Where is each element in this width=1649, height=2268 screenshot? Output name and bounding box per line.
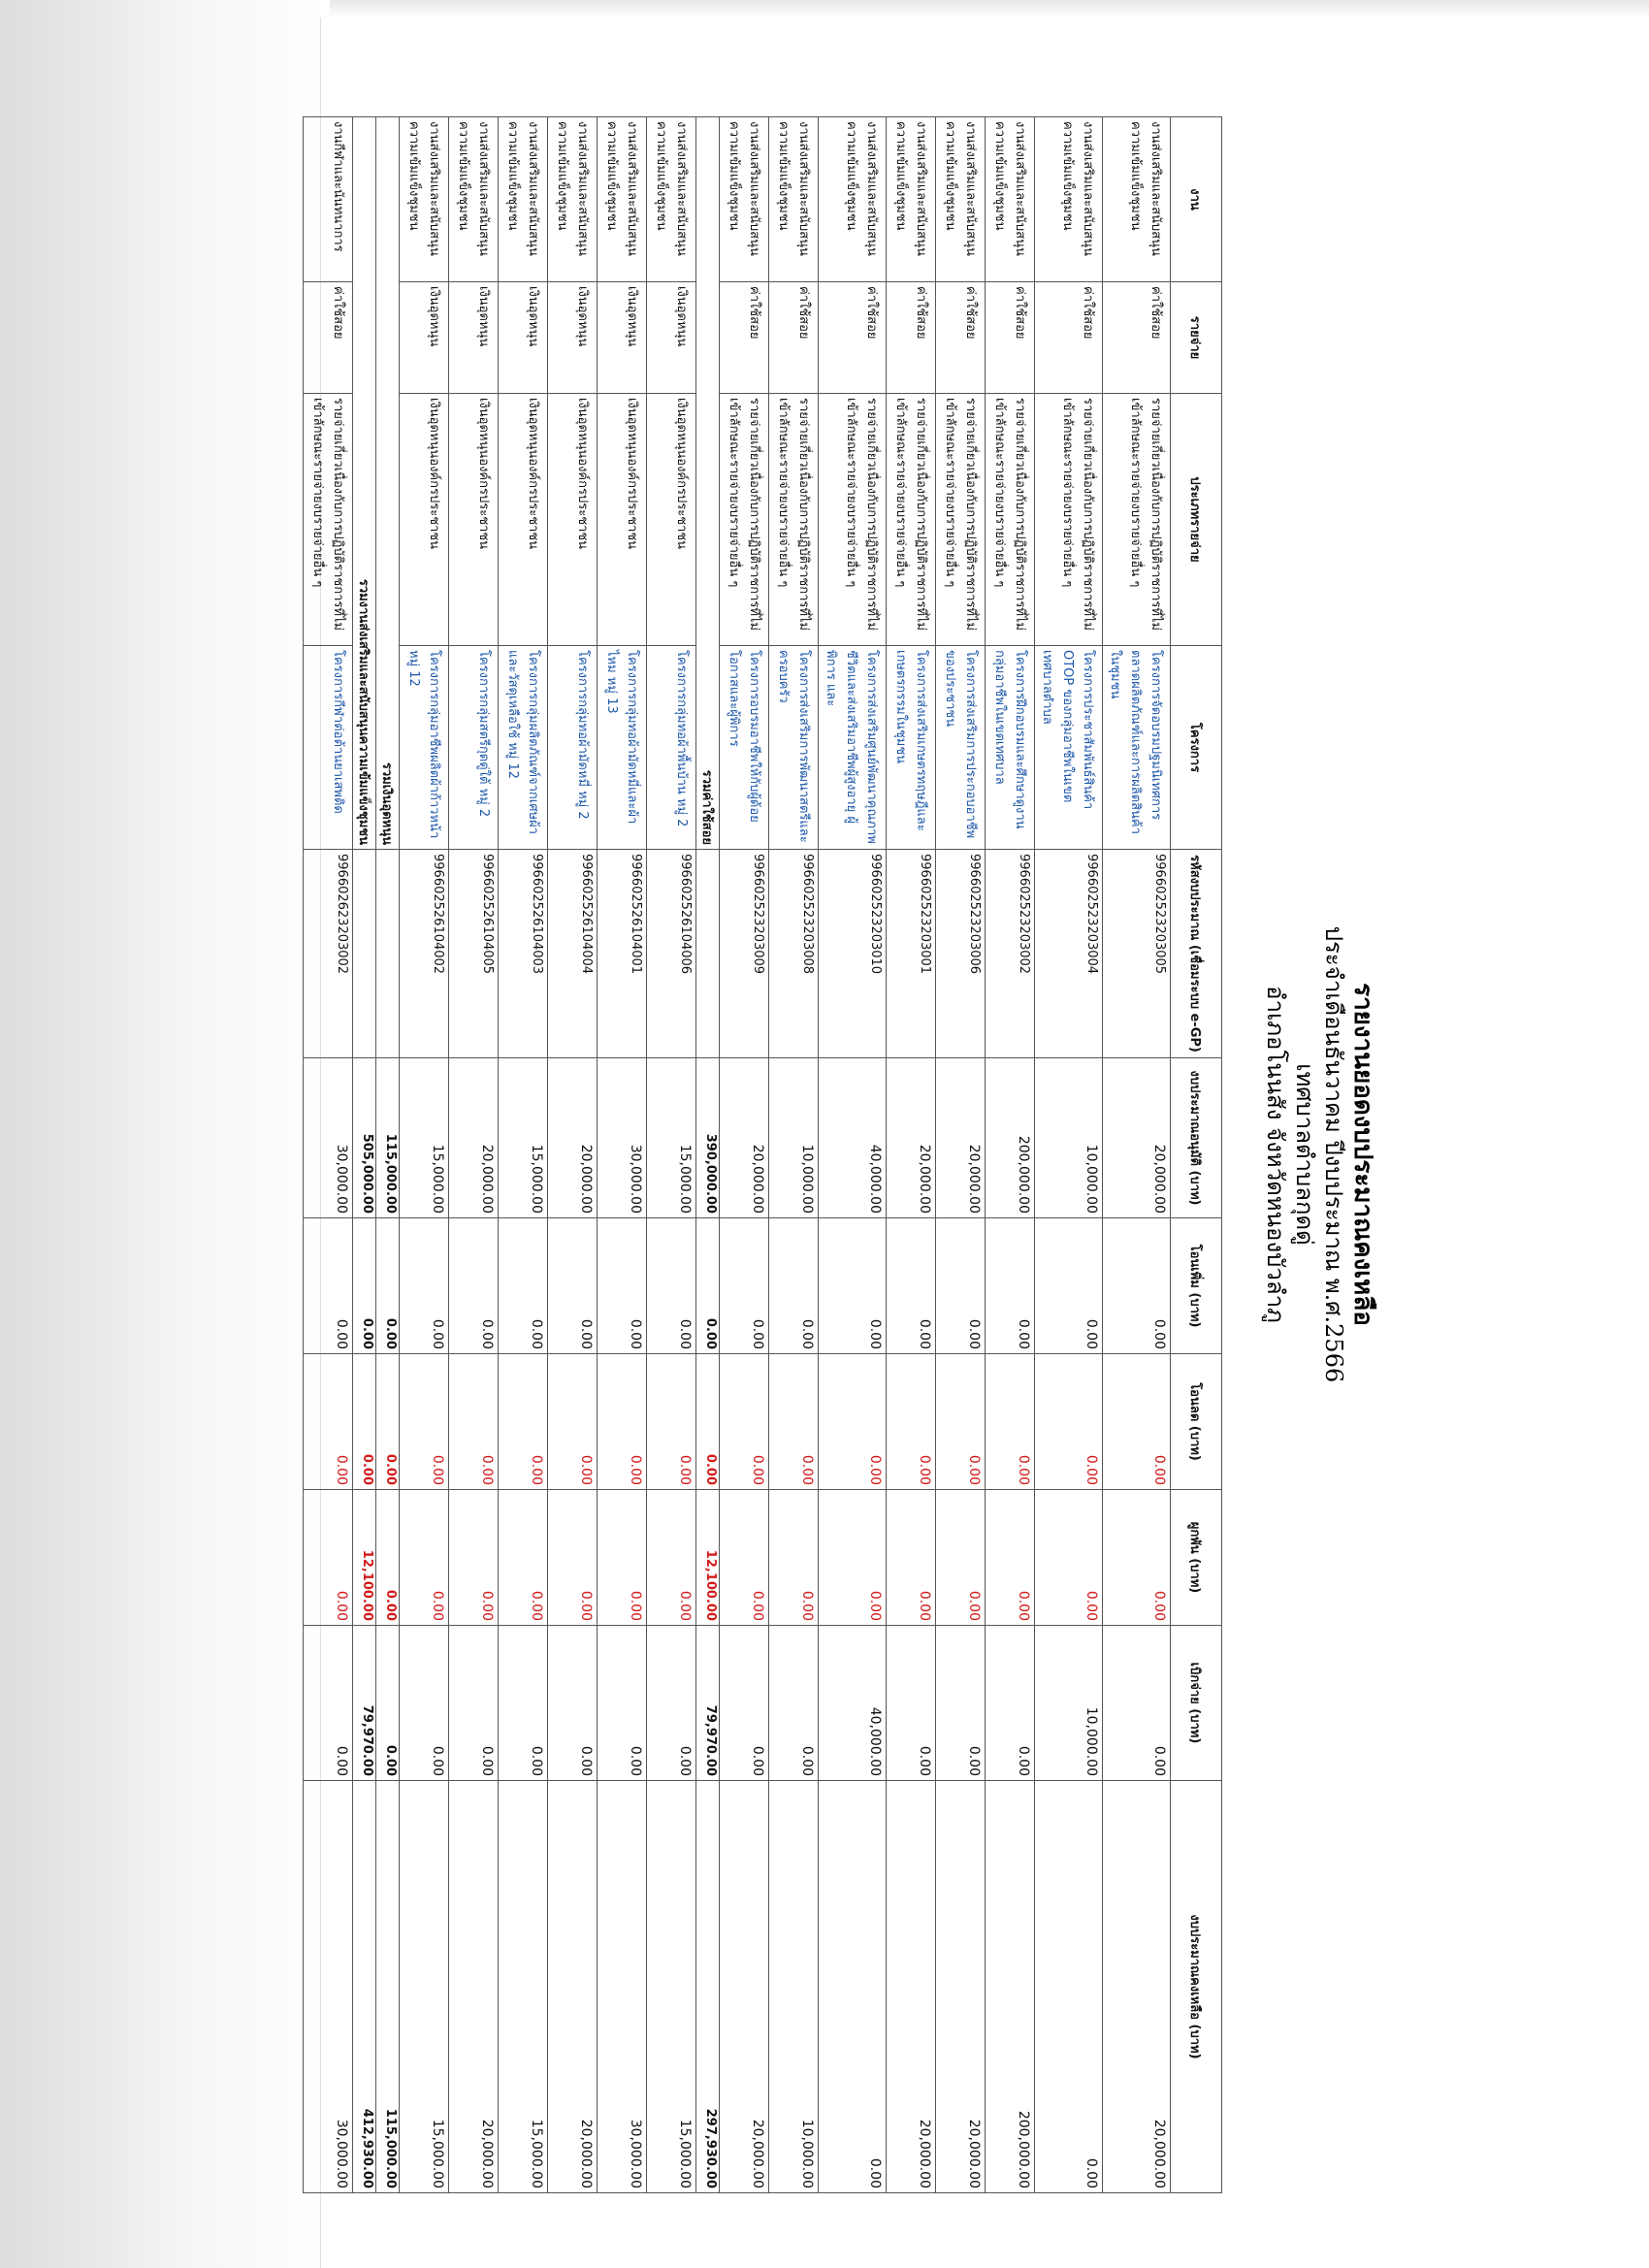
transfer-in-cell: 0.00 [400, 1218, 449, 1354]
subtotal-commit-cell: 12,100.00 [696, 1490, 720, 1626]
approved-cell: 200,000.00 [986, 1058, 1035, 1218]
column-header: โอนเพิ่ม (บาท) [1171, 1218, 1222, 1354]
subtotal-remain-cell: 115,000.00 [376, 1781, 400, 2193]
disbursed-cell: 0.00 [986, 1626, 1035, 1781]
table-row [548, 117, 598, 2193]
work-cell: งานส่งเสริมและสนับสนุนความเข้มแข็งชุมชน [720, 117, 769, 282]
column-header: รายจ่าย [1171, 282, 1222, 394]
approved-cell: 20,000.00 [449, 1058, 499, 1218]
report-organization: เทศบาลตำบลกุดดู่ [1291, 1063, 1318, 1246]
subtotal-commit-cell: 0.00 [376, 1490, 400, 1626]
budget-code-cell: 996602523203001 [887, 850, 936, 1058]
transfer-in-cell: 0.00 [769, 1218, 819, 1354]
work-cell: งานส่งเสริมและสนับสนุนความเข้มแข็งชุมชน [936, 117, 986, 282]
approved-cell: 20,000.00 [887, 1058, 936, 1218]
approved-cell: 15,000.00 [647, 1058, 696, 1218]
expense-cell: ค่าใช้สอย [720, 282, 769, 394]
expense-type-cell: เงินอุดหนุนองค์กรประชาชน [499, 394, 548, 646]
project-cell: โครงการกลุ่มทอผ้ามัดหมี่และผ้าไหม หมู่ 13 [598, 646, 647, 850]
column-header: งบประมาณคงเหลือ (บาท) [1171, 1781, 1222, 2193]
remaining-cell: 15,000.00 [647, 1781, 696, 2193]
commitment-cell: 0.00 [304, 1490, 353, 1626]
expense-cell: ค่าใช้สอย [819, 282, 887, 394]
subtotal-paid-cell: 79,970.00 [696, 1626, 720, 1781]
transfer-in-cell: 0.00 [1035, 1218, 1103, 1354]
project-cell: โครงการประชาสัมพันธ์สินค้า OTOP ของกลุ่มอาชีพในเขตเทศบาลตำบล [1035, 646, 1103, 850]
transfer-in-cell: 0.00 [1103, 1218, 1171, 1354]
work-cell: งานส่งเสริมและสนับสนุนความเข้มแข็งชุมชน [1035, 117, 1103, 282]
expense-cell: เงินอุดหนุน [499, 282, 548, 394]
table-row [449, 117, 499, 2193]
project-cell: โครงการกลุ่มผลิตภัณฑ์จากเศษผ้าและวัสดุเหลือใช้ หมู่ 12 [499, 646, 548, 850]
column-header: งาน [1171, 117, 1222, 282]
expense-type-cell: รายจ่ายเกี่ยวเนื่องกับการปฏิบัติราชการที่ไม่เข้าลักษณะรายจ่ายงบรายจ่ายอื่น ๆ [986, 394, 1035, 646]
approved-cell: 30,000.00 [598, 1058, 647, 1218]
project-cell: โครงการกลุ่มทอผ้าพื้นบ้าน หมู่ 2 [647, 646, 696, 850]
budget-code-cell: 996602526104001 [598, 850, 647, 1058]
subtotal-tin-cell: 0.00 [376, 1218, 400, 1354]
remaining-cell: 30,000.00 [598, 1781, 647, 2193]
project-cell: โครงการส่งเสริมเกษตรทฤษฎีและเกษตรกรรมในชุมชน [887, 646, 936, 850]
disbursed-cell: 40,000.00 [819, 1626, 887, 1781]
commitment-cell: 0.00 [887, 1490, 936, 1626]
project-cell: โครงการจัดอบรมปฐมนิเทศการตลาดผลิตภัณฑ์และการผลิตสินค้าในชุมชน [1103, 646, 1171, 850]
table-row [986, 117, 1035, 2193]
budget-code-cell: 996602523203005 [1103, 850, 1171, 1058]
expense-type-cell: รายจ่ายเกี่ยวเนื่องกับการปฏิบัติราชการที่ไม่เข้าลักษณะรายจ่ายงบรายจ่ายอื่น ๆ [720, 394, 769, 646]
work-cell: งานส่งเสริมและสนับสนุนความเข้มแข็งชุมชน [887, 117, 936, 282]
transfer-in-cell: 0.00 [598, 1218, 647, 1354]
transfer-out-cell: 0.00 [449, 1354, 499, 1490]
budget-code-cell: 996602526104002 [400, 850, 449, 1058]
budget-code-cell: 996602523203009 [720, 850, 769, 1058]
table-row [720, 117, 769, 2193]
report-header [1261, 116, 1377, 2192]
approved-cell: 15,000.00 [499, 1058, 548, 1218]
subtotal-row [696, 117, 720, 2193]
table-header-row [1171, 117, 1222, 2193]
subtotal-tin-cell: 0.00 [696, 1218, 720, 1354]
remaining-cell: 15,000.00 [499, 1781, 548, 2193]
disbursed-cell: 0.00 [720, 1626, 769, 1781]
expense-type-cell: รายจ่ายเกี่ยวเนื่องกับการปฏิบัติราชการที่ไม่เข้าลักษณะรายจ่ายงบรายจ่ายอื่น ๆ [1035, 394, 1103, 646]
expense-cell: เงินอุดหนุน [449, 282, 499, 394]
project-cell: โครงการกีฬาต่อต้านยาเสพติด [304, 646, 353, 850]
transfer-in-cell: 0.00 [499, 1218, 548, 1354]
work-cell: งานส่งเสริมและสนับสนุนความเข้มแข็งชุมชน [548, 117, 598, 282]
transfer-in-cell: 0.00 [986, 1218, 1035, 1354]
commitment-cell: 0.00 [449, 1490, 499, 1626]
transfer-in-cell: 0.00 [304, 1218, 353, 1354]
table-body [304, 117, 1171, 2193]
expense-cell: เงินอุดหนุน [647, 282, 696, 394]
work-cell: งานกีฬาและนันทนาการ [304, 117, 353, 282]
table-row [400, 117, 449, 2193]
subtotal-empty-cell [696, 850, 720, 1058]
table-row [1103, 117, 1171, 2193]
work-cell: งานส่งเสริมและสนับสนุนความเข้มแข็งชุมชน [598, 117, 647, 282]
commitment-cell: 0.00 [720, 1490, 769, 1626]
work-cell: งานส่งเสริมและสนับสนุนความเข้มแข็งชุมชน [647, 117, 696, 282]
work-cell: งานส่งเสริมและสนับสนุนความเข้มแข็งชุมชน [499, 117, 548, 282]
table-row [647, 117, 696, 2193]
commitment-cell: 0.00 [548, 1490, 598, 1626]
disbursed-cell: 0.00 [936, 1626, 986, 1781]
commitment-cell: 0.00 [1035, 1490, 1103, 1626]
project-cell: โครงการส่งเสริมการพัฒนาสตรีและครอบครัว [769, 646, 819, 850]
subtotal-tout-cell: 0.00 [376, 1354, 400, 1490]
work-cell: งานส่งเสริมและสนับสนุนความเข้มแข็งชุมชน [1103, 117, 1171, 282]
remaining-cell: 200,000.00 [986, 1781, 1035, 2193]
remaining-cell: 20,000.00 [720, 1781, 769, 2193]
transfer-out-cell: 0.00 [819, 1354, 887, 1490]
expense-cell: ค่าใช้สอย [1035, 282, 1103, 394]
expense-type-cell: เงินอุดหนุนองค์กรประชาชน [400, 394, 449, 646]
remaining-cell: 30,000.00 [304, 1781, 353, 2193]
remaining-cell: 0.00 [819, 1781, 887, 2193]
disbursed-cell: 0.00 [598, 1626, 647, 1781]
table-row [598, 117, 647, 2193]
disbursed-cell: 0.00 [548, 1626, 598, 1781]
expense-type-cell: เงินอุดหนุนองค์กรประชาชน [449, 394, 499, 646]
expense-cell: เงินอุดหนุน [598, 282, 647, 394]
work-cell: งานส่งเสริมและสนับสนุนความเข้มแข็งชุมชน [819, 117, 887, 282]
transfer-out-cell: 0.00 [499, 1354, 548, 1490]
expense-type-cell: รายจ่ายเกี่ยวเนื่องกับการปฏิบัติราชการที่ไม่เข้าลักษณะรายจ่ายงบรายจ่ายอื่น ๆ [1103, 394, 1171, 646]
budget-code-cell: 996602526104003 [499, 850, 548, 1058]
commitment-cell: 0.00 [400, 1490, 449, 1626]
project-cell: โครงการกลุ่มอาชีพผลิตผ้าก้าวหน้า หมู่ 12 [400, 646, 449, 850]
remaining-cell: 20,000.00 [936, 1781, 986, 2193]
expense-cell: ค่าใช้สอย [304, 282, 353, 394]
project-cell: โครงการส่งเสริมศูนย์พัฒนาคุณภาพชีวิตและส่งเสริมอาชีพผู้สูงอายุ ผู้พิการ และ [819, 646, 887, 850]
subtotal-tout-cell: 0.00 [696, 1354, 720, 1490]
disbursed-cell: 0.00 [499, 1626, 548, 1781]
subtotal-row [353, 117, 376, 2193]
expense-type-cell: รายจ่ายเกี่ยวเนื่องกับการปฏิบัติราชการที่ไม่เข้าลักษณะรายจ่ายงบรายจ่ายอื่น ๆ [936, 394, 986, 646]
subtotal-tout-cell: 0.00 [353, 1354, 376, 1490]
subtotal-remain-cell: 412,930.00 [353, 1781, 376, 2193]
subtotal-approved-cell: 115,000.00 [376, 1058, 400, 1218]
commitment-cell: 0.00 [936, 1490, 986, 1626]
expense-cell: เงินอุดหนุน [400, 282, 449, 394]
expense-type-cell: เงินอุดหนุนองค์กรประชาชน [548, 394, 598, 646]
disbursed-cell: 10,000.00 [1035, 1626, 1103, 1781]
rotated-report [310, 116, 1377, 2192]
transfer-in-cell: 0.00 [819, 1218, 887, 1354]
expense-type-cell: รายจ่ายเกี่ยวเนื่องกับการปฏิบัติราชการที่ไม่เข้าลักษณะรายจ่ายงบรายจ่ายอื่น ๆ [887, 394, 936, 646]
disbursed-cell: 0.00 [1103, 1626, 1171, 1781]
commitment-cell: 0.00 [499, 1490, 548, 1626]
subtotal-approved-cell: 390,000.00 [696, 1058, 720, 1218]
commitment-cell: 0.00 [819, 1490, 887, 1626]
remaining-cell: 20,000.00 [887, 1781, 936, 2193]
project-cell: โครงการกลุ่มทอผ้ามัดหมี่ หมู่ 2 [548, 646, 598, 850]
budget-table [303, 116, 1222, 2193]
expense-type-cell: รายจ่ายเกี่ยวเนื่องกับการปฏิบัติราชการที่ไม่เข้าลักษณะรายจ่ายงบรายจ่ายอื่น ๆ [304, 394, 353, 646]
transfer-out-cell: 0.00 [887, 1354, 936, 1490]
work-cell: งานส่งเสริมและสนับสนุนความเข้มแข็งชุมชน [449, 117, 499, 282]
project-cell: โครงการส่งเสริมการประกอบอาชีพของประชาชน [936, 646, 986, 850]
subtotal-tin-cell: 0.00 [353, 1218, 376, 1354]
disbursed-cell: 0.00 [400, 1626, 449, 1781]
expense-cell: ค่าใช้สอย [936, 282, 986, 394]
transfer-out-cell: 0.00 [647, 1354, 696, 1490]
expense-cell: ค่าใช้สอย [769, 282, 819, 394]
approved-cell: 40,000.00 [819, 1058, 887, 1218]
budget-code-cell: 996602523203010 [819, 850, 887, 1058]
subtotal-row [376, 117, 400, 2193]
expense-type-cell: รายจ่ายเกี่ยวเนื่องกับการปฏิบัติราชการที่ไม่เข้าลักษณะรายจ่ายงบรายจ่ายอื่น ๆ [769, 394, 819, 646]
transfer-in-cell: 0.00 [936, 1218, 986, 1354]
column-header: โอนลด (บาท) [1171, 1354, 1222, 1490]
column-header: ประเภทรายจ่าย [1171, 394, 1222, 646]
budget-code-cell: 996602526104006 [647, 850, 696, 1058]
table-row [769, 117, 819, 2193]
table-row [887, 117, 936, 2193]
table-row [936, 117, 986, 2193]
transfer-out-cell: 0.00 [400, 1354, 449, 1490]
scan-left-shadow [0, 0, 330, 2268]
project-cell: โครงการฝึกอบรมและศึกษาดูงานกลุ่มอาชีพในเขตเทศบาล [986, 646, 1035, 850]
report-district: อำเภอโนนสัง จังหวัดหนองบัวลำภู [1262, 986, 1289, 1323]
project-cell: โครงการอบรมอาชีพให้กับผู้ด้อยโอกาสและผู้พิการ [720, 646, 769, 850]
budget-code-cell: 996602523203004 [1035, 850, 1103, 1058]
remaining-cell: 10,000.00 [769, 1781, 819, 2193]
subtotal-paid-cell: 79,970.00 [353, 1626, 376, 1781]
transfer-out-cell: 0.00 [1103, 1354, 1171, 1490]
disbursed-cell: 0.00 [769, 1626, 819, 1781]
commitment-cell: 0.00 [598, 1490, 647, 1626]
table-row [499, 117, 548, 2193]
expense-type-cell: รายจ่ายเกี่ยวเนื่องกับการปฏิบัติราชการที่ไม่เข้าลักษณะรายจ่ายงบรายจ่ายอื่น ๆ [819, 394, 887, 646]
expense-cell: ค่าใช้สอย [986, 282, 1035, 394]
expense-cell: เงินอุดหนุน [548, 282, 598, 394]
approved-cell: 10,000.00 [769, 1058, 819, 1218]
transfer-out-cell: 0.00 [769, 1354, 819, 1490]
table-row [304, 117, 353, 2193]
transfer-in-cell: 0.00 [887, 1218, 936, 1354]
remaining-cell: 15,000.00 [400, 1781, 449, 2193]
remaining-cell: 20,000.00 [1103, 1781, 1171, 2193]
approved-cell: 20,000.00 [936, 1058, 986, 1218]
subtotal-label: รวมเงินอุดหนุน [376, 117, 400, 850]
project-cell: โครงการกลุ่มสตรีกุดดู่ใต้ หมู่ 2 [449, 646, 499, 850]
expense-cell: ค่าใช้สอย [1103, 282, 1171, 394]
column-header: รหัสงบประมาณ (เชื่อมระบบ e-GP) [1171, 850, 1222, 1058]
approved-cell: 20,000.00 [548, 1058, 598, 1218]
subtotal-empty-cell [376, 850, 400, 1058]
report-subtitle: ประจำเดือนธันวาคม ปีงบประมาณ พ.ศ.2566 [1320, 925, 1347, 1383]
disbursed-cell: 0.00 [647, 1626, 696, 1781]
subtotal-label: รวมค่าใช้สอย [696, 117, 720, 850]
transfer-in-cell: 0.00 [647, 1218, 696, 1354]
table-row [1035, 117, 1103, 2193]
subtotal-approved-cell: 505,000.00 [353, 1058, 376, 1218]
transfer-out-cell: 0.00 [548, 1354, 598, 1490]
approved-cell: 20,000.00 [1103, 1058, 1171, 1218]
commitment-cell: 0.00 [769, 1490, 819, 1626]
remaining-cell: 0.00 [1035, 1781, 1103, 2193]
disbursed-cell: 0.00 [887, 1626, 936, 1781]
commitment-cell: 0.00 [647, 1490, 696, 1626]
transfer-out-cell: 0.00 [720, 1354, 769, 1490]
transfer-out-cell: 0.00 [304, 1354, 353, 1490]
approved-cell: 30,000.00 [304, 1058, 353, 1218]
remaining-cell: 20,000.00 [548, 1781, 598, 2193]
expense-type-cell: เงินอุดหนุนองค์กรประชาชน [647, 394, 696, 646]
approved-cell: 10,000.00 [1035, 1058, 1103, 1218]
subtotal-empty-cell [353, 850, 376, 1058]
column-header: ผูกพัน (บาท) [1171, 1490, 1222, 1626]
column-header: เบิกจ่าย (บาท) [1171, 1626, 1222, 1781]
transfer-out-cell: 0.00 [1035, 1354, 1103, 1490]
budget-code-cell: 996602523203008 [769, 850, 819, 1058]
work-cell: งานส่งเสริมและสนับสนุนความเข้มแข็งชุมชน [769, 117, 819, 282]
budget-code-cell: 996602526104004 [548, 850, 598, 1058]
expense-cell: ค่าใช้สอย [887, 282, 936, 394]
subtotal-commit-cell: 12,100.00 [353, 1490, 376, 1626]
transfer-out-cell: 0.00 [936, 1354, 986, 1490]
budget-code-cell: 996602523203006 [936, 850, 986, 1058]
transfer-in-cell: 0.00 [548, 1218, 598, 1354]
transfer-in-cell: 0.00 [449, 1218, 499, 1354]
column-header: โครงการ [1171, 646, 1222, 850]
subtotal-remain-cell: 297,930.00 [696, 1781, 720, 2193]
table-row [819, 117, 887, 2193]
transfer-out-cell: 0.00 [986, 1354, 1035, 1490]
commitment-cell: 0.00 [986, 1490, 1035, 1626]
transfer-in-cell: 0.00 [720, 1218, 769, 1354]
work-cell: งานส่งเสริมและสนับสนุนความเข้มแข็งชุมชน [986, 117, 1035, 282]
budget-code-cell: 996602526104005 [449, 850, 499, 1058]
disbursed-cell: 0.00 [449, 1626, 499, 1781]
subtotal-paid-cell: 0.00 [376, 1626, 400, 1781]
approved-cell: 15,000.00 [400, 1058, 449, 1218]
transfer-out-cell: 0.00 [598, 1354, 647, 1490]
subtotal-label: รวมงานส่งเสริมและสนับสนุนความเข้มแข็งชุมชน [353, 117, 376, 850]
column-header: งบประมาณอนุมัติ (บาท) [1171, 1058, 1222, 1218]
report-title: รายงานยอดงบประมาณคงเหลือ [1348, 983, 1377, 1326]
work-cell: งานส่งเสริมและสนับสนุนความเข้มแข็งชุมชน [400, 117, 449, 282]
commitment-cell: 0.00 [1103, 1490, 1171, 1626]
expense-type-cell: เงินอุดหนุนองค์กรประชาชน [598, 394, 647, 646]
remaining-cell: 20,000.00 [449, 1781, 499, 2193]
disbursed-cell: 0.00 [304, 1626, 353, 1781]
budget-code-cell: 996602523203002 [986, 850, 1035, 1058]
approved-cell: 20,000.00 [720, 1058, 769, 1218]
budget-code-cell: 996602623203002 [304, 850, 353, 1058]
